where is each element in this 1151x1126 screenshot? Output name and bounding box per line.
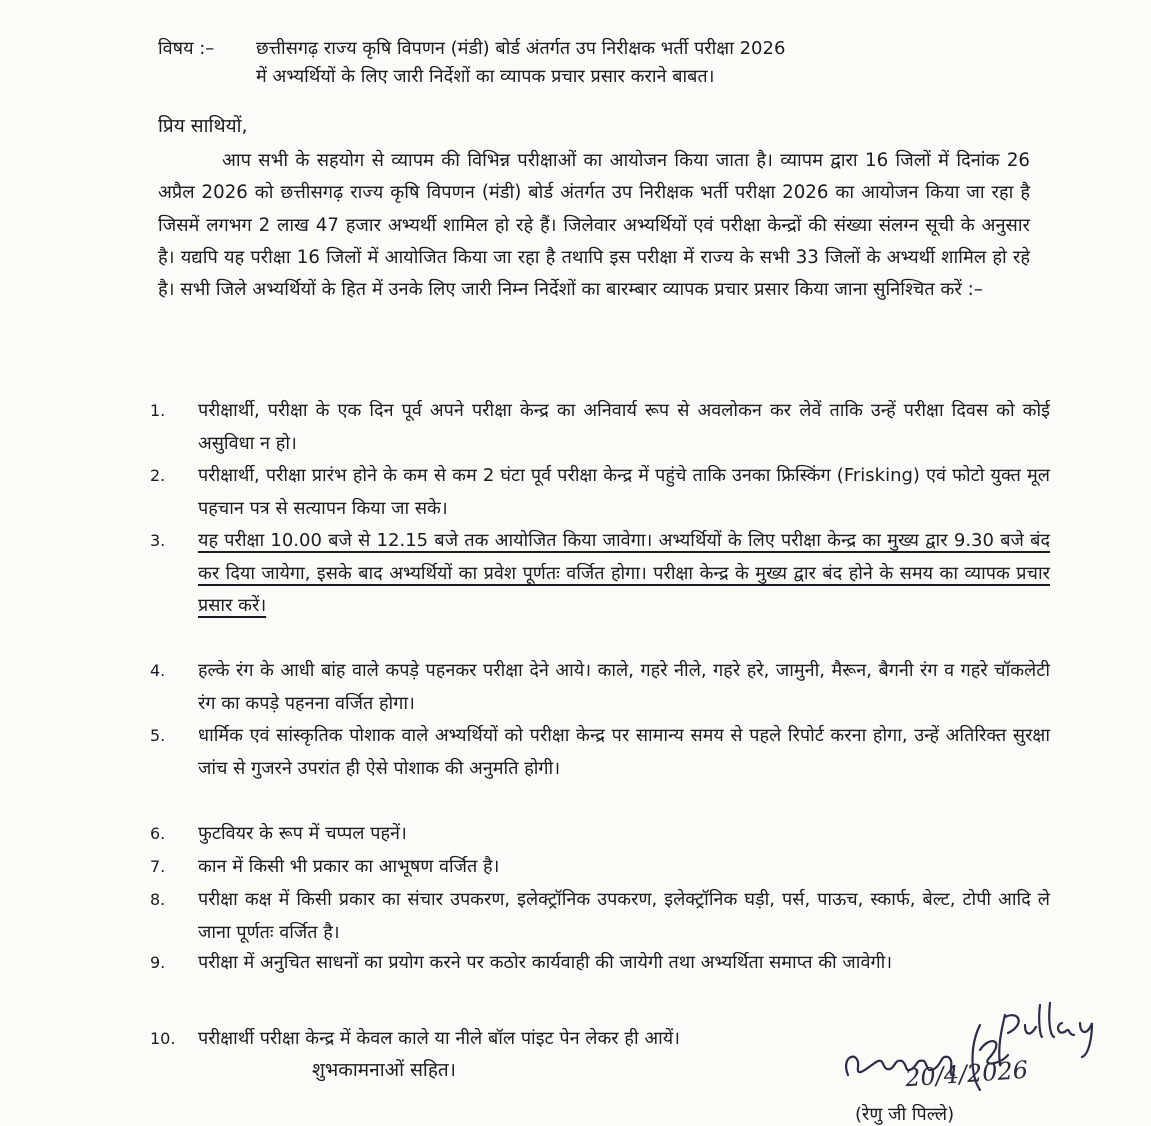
intro-paragraph: आप सभी के सहयोग से व्यापम की विभिन्न परीक्षाओं का आयोजन किया जाता है। व्यापम द्वारा 16 जिलों में दिनांक 26 अप्रैल 2026 को छत्तीसगढ़ राज्य कृषि विपणन (मंडी) बोर्ड अंतर्गत उप निरीक्षक भर्ती परीक्षा 2026 का आयोजन किया जा रहा है जिसमें लगभग 2 लाख 47 हजार अभ्यर्थी शामिल हो रहे हैं। जिलेवार अभ्यर्थियों एवं परीक्षा केन्द्रों की संख्या संलग्न सूची के अनुसार है। यद्यपि यह परीक्षा 16 जिलों में आयोजित किया जा रहा है तथापि इस परीक्षा में राज्य के सभी 33 जिलों के अभ्यर्थी शामिल हो रहे है। सभी जिले अभ्यर्थियों के हित में उनके लिए जारी निम्न निर्देशों का बारम्बार व्यापक प्रचार प्रसार किया जाना सुनिश्चित करें :– — [158, 150, 1030, 301]
item-number: 6. — [150, 824, 166, 843]
item-text: फुटवियर के रूप में चप्पल पहनें। — [198, 823, 407, 844]
closing-text: शुभकामनाओं सहित। — [312, 1059, 456, 1081]
item-number: 8. — [150, 890, 166, 909]
item-text: हल्के रंग के आधी बांह वाले कपड़े पहनकर परीक्षा देने आये। काले, गहरे नीले, गहरे हरे, जामुनी, मैरून, बैगनी रंग व गहरे चॉकलेटी रंग का कपड़े पहनना वर्जित होगा। — [198, 660, 1050, 714]
signer-name: (रेणु जी पिल्ले) — [855, 1104, 955, 1125]
item-number: 7. — [150, 857, 166, 876]
item-text-underlined: यह परीक्षा 10.00 बजे से 12.15 बजे तक आयोजित किया जावेगा। अभ्यर्थियों के लिए परीक्षा केन्द्र का मुख्य द्वार 9.30 बजे बंद कर दिया जायेगा, इसके बाद अभ्यर्थियों का प्रवेश पूर्णतः वर्जित होगा। परीक्षा केन्द्र के मुख्य द्वार बंद होने के समय का व्यापक प्रचार प्रसार करें। — [198, 530, 1050, 616]
salutation: प्रिय साथियों, — [158, 115, 248, 137]
subject-line-2: में अभ्यर्थियों के लिए जारी निर्देशों का व्यापक प्रचार प्रसार कराने बाबत। — [256, 66, 715, 87]
item-text: धार्मिक एवं सांस्कृतिक पोशाक वाले अभ्यर्थियों को परीक्षा केन्द्र पर सामान्य समय से पहले रिपोर्ट करना होगा, उन्हें अतिरिक्त सुरक्षा जांच से गुजरने उपरांत ही ऐसे पोशाक की अनुमति होगी। — [198, 725, 1050, 779]
signature-date: 20/4/2026 — [904, 1055, 1029, 1093]
item-number: 4. — [150, 661, 166, 680]
subject-label: विषय :– — [158, 38, 215, 59]
item-text: परीक्षार्थी परीक्षा केन्द्र में केवल काले या नीले बॉल पांइट पेन लेकर ही आयें। — [198, 1028, 680, 1049]
item-number: 1. — [150, 401, 166, 420]
item-text: परीक्षा कक्ष में किसी प्रकार का संचार उपकरण, इलेक्ट्रॉनिक उपकरण, इलेक्ट्रॉनिक घड़ी, पर्स, पाऊच, स्कार्फ, बेल्ट, टोपी आदि ले जाना पूर्णतः वर्जित है। — [198, 889, 1050, 943]
item-number: 9. — [150, 953, 166, 972]
item-number: 10. — [150, 1029, 176, 1048]
subject-line-1: छत्तीसगढ़ राज्य कृषि विपणन (मंडी) बोर्ड अंतर्गत उप निरीक्षक भर्ती परीक्षा 2026 — [256, 38, 786, 59]
item-text: परीक्षार्थी, परीक्षा के एक दिन पूर्व अपने परीक्षा केन्द्र का अनिवार्य रूप से अवलोकन कर लेवें ताकि उन्हें परीक्षा दिवस को कोई असुविधा न हो। — [198, 400, 1050, 454]
item-text: परीक्षार्थी, परीक्षा प्रारंभ होने के कम से कम 2 घंटा पूर्व परीक्षा केन्द्र में पहुंचे ताकि उनका फ्रिस्किंग (Frisking) एवं फोटो युक्त मूल पहचान पत्र से सत्यापन किया जा सके। — [198, 465, 1050, 519]
item-number: 2. — [150, 466, 166, 485]
item-number: 3. — [150, 531, 166, 550]
item-number: 5. — [150, 726, 166, 745]
item-text: कान में किसी भी प्रकार का आभूषण वर्जित है। — [198, 856, 500, 877]
item-text: परीक्षा में अनुचित साधनों का प्रयोग करने पर कठोर कार्यवाही की जायेगी तथा अभ्यर्थिता समाप्त की जावेगी। — [198, 952, 893, 973]
